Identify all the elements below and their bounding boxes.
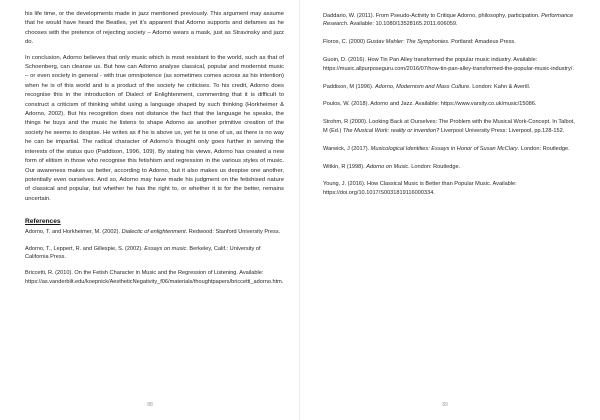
page-number: 88 bbox=[147, 402, 153, 408]
reference-text: . Portland: Amadeus Press. bbox=[448, 39, 516, 46]
reference-entry bbox=[323, 83, 580, 91]
reference-text: Strohm, R (2000). Looking Back at Ourselves: The Problem with the Musical Work-Concept. In Talbot, M (Ed.) bbox=[323, 119, 575, 134]
reference-text: Paddison, M (1996). bbox=[323, 83, 375, 90]
reference-text: Liverpool University Press: Liverpool, pp.128-152. bbox=[439, 127, 565, 134]
reference-text: . London: Routledge. bbox=[408, 163, 461, 170]
reference-text: Floros, C. (2000) bbox=[323, 39, 367, 46]
reference-entry bbox=[323, 12, 580, 29]
reference-text: Poulos, W. (2018). Adorno and Jazz. Available: https://www.varsity.co.uk/music/15086. bbox=[323, 101, 537, 108]
reference-text: . Redwood: Stanford University Press. bbox=[185, 229, 281, 236]
references-heading: References bbox=[25, 218, 61, 226]
reference-entry bbox=[323, 100, 580, 108]
reference-title: Musicological Identities: Essays in Honor of Susan McClary bbox=[370, 145, 518, 152]
reference-text: . Berkeley, Calif.: University of California Press. bbox=[25, 245, 261, 260]
reference-text: Adorno, T., Leppert, R. and Gillespie, S. (2002). bbox=[25, 245, 145, 252]
reference-entry bbox=[323, 163, 580, 171]
reference-entry bbox=[25, 269, 284, 286]
reference-entry bbox=[323, 56, 580, 73]
reference-entry bbox=[323, 38, 580, 46]
reference-entry bbox=[323, 180, 580, 197]
right-page bbox=[300, 0, 600, 420]
reference-title: Essays on music bbox=[144, 245, 187, 252]
reference-text: Adorno, T. and Horkheimer, M. (2002). bbox=[25, 229, 122, 236]
reference-text: . Available: 10.1080/13528165.2011.606059. bbox=[346, 21, 458, 28]
page-number: 89 bbox=[442, 402, 448, 408]
reference-title: Dialectic of enlightenment bbox=[121, 229, 186, 236]
reference-text: Briccetti, R. (2010). On the Fetish Character in Music and the Regression of Listening. Available: https://as.vanderbilt.edu/koepnick/AestheticNegativity_f06/materials/thoughtpapers/briccetti_adorno.htm. bbox=[25, 270, 284, 285]
reference-entry bbox=[323, 145, 580, 153]
reference-text: Guoin, D. (2016). How Tin Pan Alley transformed the popular music industry. Available: https://music.allpurposeguru.com/2016/07/how-tin-pan-alley-transformed-the-popular-music-industry/. bbox=[323, 57, 574, 72]
reference-text: Young, J. (2016). How Classical Music is Better than Popular Music. Available: https://doi.org/10.1017/S0031819116000334. bbox=[323, 181, 517, 196]
reference-title: Performance Research bbox=[323, 13, 574, 28]
reference-title: Adorno, Modernism and Mass Culture bbox=[374, 83, 470, 90]
reference-title: Gustav Mahler: The Symphonies bbox=[366, 39, 448, 46]
reference-text: . London: Kahn & Averill. bbox=[469, 83, 531, 90]
reference-text: Warwick, J (2017). bbox=[323, 145, 371, 152]
reference-text: Daddario, W. (2011). From Pseudo-Activity to Critique Adorno, philosophy, participation. bbox=[323, 13, 542, 19]
reference-text: Witkin, R (1998). bbox=[323, 163, 367, 170]
essay-paragraph-continued: his life time, or the developments made in jazz mentioned previously. This argument may assume that he would have heard the Beatles, yet it’s apparent that Adorno supports and defames as he chooses with the pretence of rejecting society – Adorno wears a mask, just as Stravinsky and jazz do. bbox=[25, 11, 284, 46]
reference-entry bbox=[25, 245, 284, 262]
reference-entry bbox=[323, 118, 580, 135]
conclusion-paragraph: In conclusion, Adorno believes that only music which is most resistant to the world, such as that of Schoenberg, can cleanse us. But how can Adorno analyse classical, popular and modernist music – or even society in general - with true omnipotence (as sometimes comes across as his intention) when he is of this world and is a product of the society he criticises. To his credit, Adorno does recognise this in the introduction of Dialect of Enlightenment, commenting that it is difficult to construct a criticism of thinking whilst using a language shaped by such thinking (Horkheimer & Adorno, 2002). But his recognition does not distance the fact that the language he speaks, the things he buys and the music he listens to shape Adorno as another primitive creation of the society he seems to despise. He writes as if he is above us, yet he is one of us, as there is no way he can be impartial. The radical character of Adorno’s thought only goes further in serving the interests of the status quo (Paddison, 1996, 109). By stating his views, Adorno has created a new form of elitism in those who recognise this fetishism and regression in the various styles of music. Our awareness makes us better, according to Adorno, but it also makes us despise one another, potentially even ourselves. And so, Adorno may have made his judgment on the fetishised nature of classical and popular, but whether he has the right to, or whether it is for the better, remains uncertain. bbox=[25, 54, 284, 202]
reference-text: . London: Routledge. bbox=[517, 145, 570, 152]
reference-title: The Musical Work: reality or invention? bbox=[342, 127, 440, 134]
reference-title: Adorno on Music bbox=[366, 163, 409, 170]
reference-entry bbox=[25, 228, 284, 236]
